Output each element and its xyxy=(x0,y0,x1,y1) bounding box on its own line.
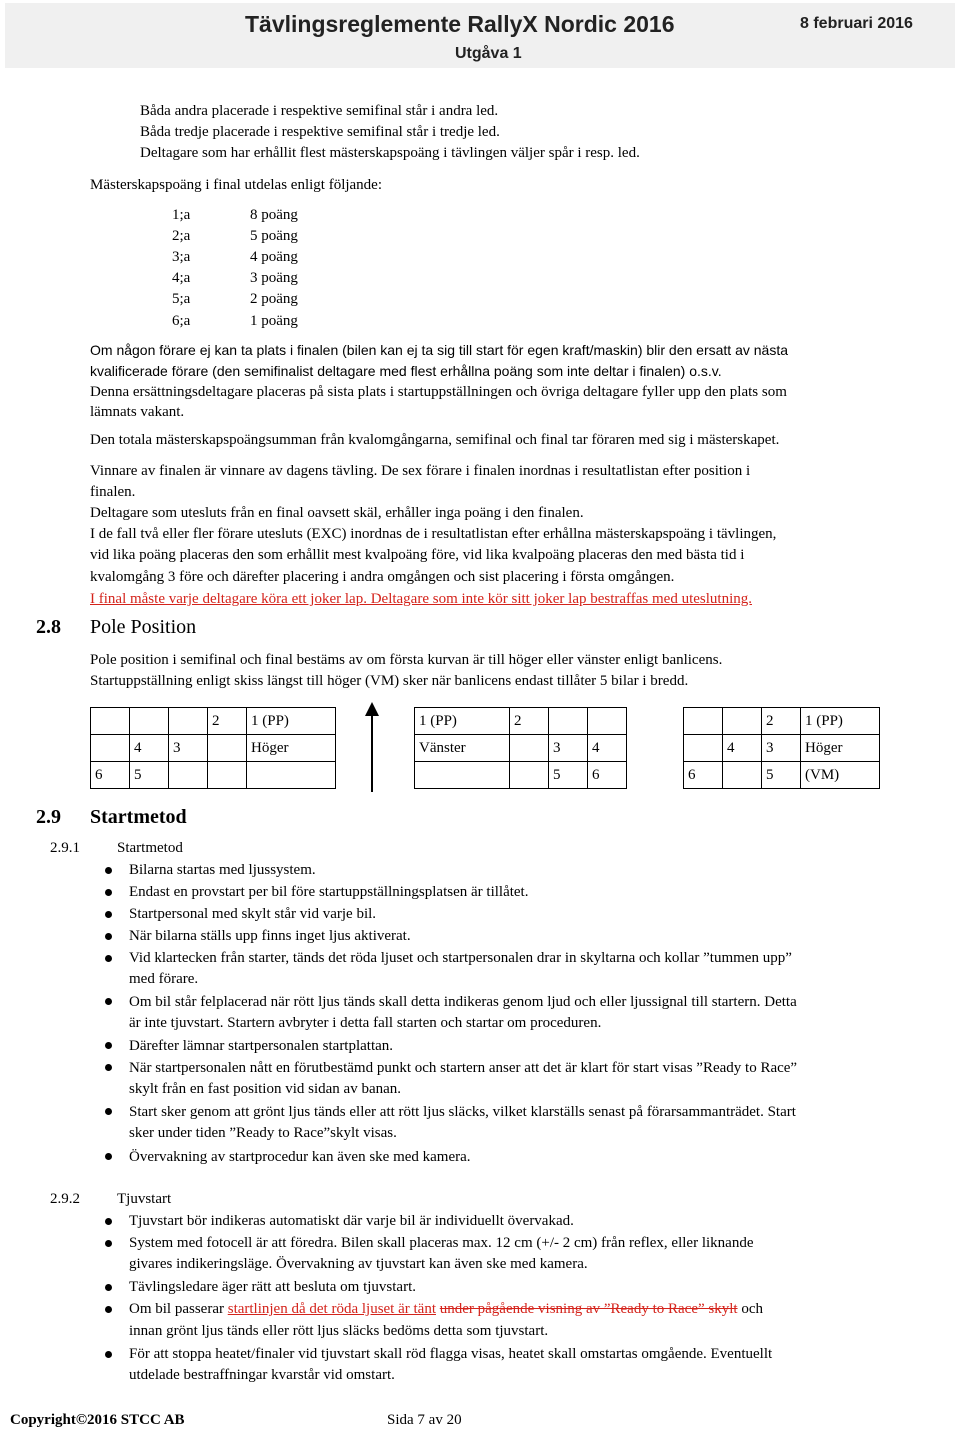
bullet-text: Startpersonal med skylt står vid varje bil. xyxy=(129,906,377,922)
grid-cell: 2 xyxy=(510,708,549,735)
bullet-text: Tävlingsledare äger rätt att besluta om tjuvstart. xyxy=(129,1279,416,1295)
bullet-icon xyxy=(105,1306,112,1313)
points-place: 4;a xyxy=(172,270,191,286)
points-value: 1 poäng xyxy=(250,313,298,329)
paragraph-line: Vinnare av finalen är vinnare av dagens tävling. De sex förare i finalen inordnas i resultatlistan efter position i xyxy=(90,463,751,479)
paragraph-line: kvalomgång 3 före och därefter placering i andra omgången och sist placering i första omgången. xyxy=(90,569,675,585)
bullet-icon xyxy=(105,867,112,874)
grid-cell xyxy=(415,762,510,789)
section-title: Pole Position xyxy=(90,616,197,638)
section-title: Startmetod xyxy=(90,806,187,828)
page-header xyxy=(5,3,955,68)
subsection-number: 2.9.2 xyxy=(50,1191,80,1207)
bullet-text: När startpersonalen nått en förutbestämd punkt och startern anser att det är klart för start visas ”Ready to Race” xyxy=(129,1060,798,1076)
bullet-text: När bilarna ställs upp finns inget ljus aktiverat. xyxy=(129,928,411,944)
paragraph-line: I de fall två eller fler förare utesluts (EXC) inordnas de i resultatlistan efter erhållna mästerskapspoäng i tävlingen, xyxy=(90,526,777,542)
section-number: 2.8 xyxy=(36,616,61,638)
points-value: 3 poäng xyxy=(250,270,298,286)
grid-cell: 6 xyxy=(588,762,627,789)
text-plain: Om bil passerar xyxy=(129,1301,228,1317)
grid-cell: 5 xyxy=(130,762,169,789)
points-place: 6;a xyxy=(172,313,191,329)
grid-row xyxy=(684,762,880,789)
grid-cell xyxy=(684,735,723,762)
start-grid-right xyxy=(683,707,880,789)
grid-cell: Höger xyxy=(801,735,880,762)
bullet-icon xyxy=(105,1351,112,1358)
intro-line: Mästerskapspoäng i final utdelas enligt följande: xyxy=(90,177,383,193)
start-grid-left xyxy=(90,707,336,789)
grid-cell: 3 xyxy=(762,735,801,762)
grid-cell: 4 xyxy=(723,735,762,762)
grid-cell xyxy=(247,762,336,789)
grid-cell xyxy=(588,708,627,735)
intro-line: Båda tredje placerade i respektive semifinal står i tredje led. xyxy=(140,124,500,140)
bullet-text: Om bil står felplacerad när rött ljus tänds skall detta indikeras genom ljud och eller ljussignal till startern. Detta xyxy=(129,994,797,1010)
subsection-title: Startmetod xyxy=(117,840,183,856)
grid-cell xyxy=(208,735,247,762)
grid-cell xyxy=(684,708,723,735)
bullet-text: Start sker genom att grönt ljus tänds eller att rött ljus släcks, vilket klarställs senast på förarsammanträdet. Start xyxy=(129,1104,796,1120)
bullet-text: sker under tiden ”Ready to Race”skylt visas. xyxy=(129,1125,397,1141)
paragraph-line: Den totala mästerskapspoängsumman från kvalomgångarna, semifinal och final tar föraren med sig i mästerskapet. xyxy=(90,432,780,448)
grid-cell: 5 xyxy=(549,762,588,789)
bullet-icon xyxy=(105,1240,112,1247)
points-value: 4 poäng xyxy=(250,249,298,265)
bullet-text: Endast en provstart per bil före startuppställningsplatsen är tillåtet. xyxy=(129,884,529,900)
grid-cell: 1 (PP) xyxy=(801,708,880,735)
bullet-text: Bilarna startas med ljussystem. xyxy=(129,862,316,878)
grid-cell: 4 xyxy=(130,735,169,762)
footer-page-number: Sida 7 av 20 xyxy=(387,1412,462,1428)
grid-cell: (VM) xyxy=(801,762,880,789)
points-value: 2 poäng xyxy=(250,291,298,307)
bullet-text: med förare. xyxy=(129,971,199,987)
grid-cell xyxy=(169,708,208,735)
grid-row xyxy=(415,735,627,762)
bullet-text: Vid klartecken från starter, tänds det röda ljuset och startpersonalen drar in skyltarna och kollar ”tummen upp” xyxy=(129,950,792,966)
start-grid-middle xyxy=(414,707,627,789)
paragraph-line: finalen. xyxy=(90,484,136,500)
arrow-up-icon xyxy=(362,702,382,794)
grid-row xyxy=(91,708,336,735)
grid-row xyxy=(415,762,627,789)
grid-cell: Vänster xyxy=(415,735,510,762)
bullet-text: innan grönt ljus tänds eller rött ljus släcks bedöms detta som tjuvstart. xyxy=(129,1323,549,1339)
grid-cell xyxy=(549,708,588,735)
bullet-icon xyxy=(105,1153,112,1160)
grid-row xyxy=(684,735,880,762)
grid-row xyxy=(684,708,880,735)
grid-cell xyxy=(723,762,762,789)
points-place: 3;a xyxy=(172,249,191,265)
paragraph-line: Pole position i semifinal och final bestäms av om första kurvan är till höger eller vänster enligt banlicens. xyxy=(90,652,723,668)
section-number: 2.9 xyxy=(36,806,61,828)
grid-cell xyxy=(91,735,130,762)
subsection-title: Tjuvstart xyxy=(117,1191,172,1207)
grid-cell xyxy=(169,762,208,789)
points-value: 8 poäng xyxy=(250,207,298,223)
bullet-icon xyxy=(105,955,112,962)
bullet-icon xyxy=(105,1108,112,1115)
bullet-icon xyxy=(105,1064,112,1071)
paragraph-line-inserted: I final måste varje deltagare köra ett joker lap. Deltagare som inte kör sitt joker lap bestraffas med uteslutning. xyxy=(90,591,752,607)
grid-row xyxy=(91,762,336,789)
bullet-text: Övervakning av startprocedur kan även ske med kamera. xyxy=(129,1149,471,1165)
document-edition: Utgåva 1 xyxy=(455,45,522,62)
paragraph-line: Startuppställning enligt skiss längst till höger (VM) sker när banlicens endast tillåter 5 bilar i bredd. xyxy=(90,673,689,689)
paragraph-line: vid lika poäng placeras den som erhållit mest kvalpoäng före, vid lika kvalpoäng placeras den med bästa tid i xyxy=(90,547,745,563)
text-plain: och xyxy=(737,1301,763,1317)
bullet-text: Tjuvstart bör indikeras automatiskt där varje bil är individuellt övervakad. xyxy=(129,1213,574,1229)
text-inserted: startlinjen då det röda ljuset är tänt xyxy=(227,1301,436,1317)
grid-cell: 1 (PP) xyxy=(247,708,336,735)
paragraph-line: kvalificerade förare (den semifinalist deltagare med flest erhållna poäng som inte deltar i finalen) o.s.v. xyxy=(90,363,722,379)
bullet-text: skylt från en fast position vid sidan av banan. xyxy=(129,1081,402,1097)
grid-cell: 4 xyxy=(588,735,627,762)
grid-cell: 2 xyxy=(208,708,247,735)
grid-cell: 3 xyxy=(549,735,588,762)
grid-cell: 1 (PP) xyxy=(415,708,510,735)
grid-cell: 5 xyxy=(762,762,801,789)
paragraph-line: lämnats vakant. xyxy=(90,404,185,420)
points-place: 5;a xyxy=(172,291,191,307)
paragraph-line: Om någon förare ej kan ta plats i finalen (bilen kan ej ta sig till start för egen kraft/maskin) blir den ersatt av nästa xyxy=(90,342,789,358)
grid-row xyxy=(91,735,336,762)
grid-row xyxy=(415,708,627,735)
points-place: 2;a xyxy=(172,228,191,244)
paragraph-line: Denna ersättningsdeltagare placeras på sista plats i startuppställningen och övriga deltagare fyller upp den plats som xyxy=(90,384,787,400)
bullet-text: Därefter lämnar startpersonalen startplattan. xyxy=(129,1038,394,1054)
bullet-text-revised xyxy=(129,1299,763,1319)
points-place: 1;a xyxy=(172,207,191,223)
grid-cell xyxy=(510,762,549,789)
points-value: 5 poäng xyxy=(250,228,298,244)
grid-cell xyxy=(723,708,762,735)
bullet-icon xyxy=(105,889,112,896)
grid-cell xyxy=(130,708,169,735)
grid-cell: 6 xyxy=(684,762,723,789)
document-title: Tävlingsreglemente RallyX Nordic 2016 xyxy=(245,11,675,37)
paragraph-line: Deltagare som utesluts från en final oavsett skäl, erhåller inga poäng i den finalen. xyxy=(90,505,584,521)
grid-cell: 6 xyxy=(91,762,130,789)
grid-cell: Höger xyxy=(247,735,336,762)
bullet-text: utdelade bestraffningar kvarstår vid omstart. xyxy=(129,1367,395,1383)
intro-line: Båda andra placerade i respektive semifinal står i andra led. xyxy=(140,103,499,119)
bullet-icon xyxy=(105,1284,112,1291)
footer-copyright: Copyright©2016 STCC AB xyxy=(10,1412,185,1428)
text-deleted: under pågående visning av ”Ready to Race” skylt xyxy=(439,1301,738,1317)
bullet-icon xyxy=(105,1218,112,1225)
subsection-number: 2.9.1 xyxy=(50,840,80,856)
grid-cell: 3 xyxy=(169,735,208,762)
intro-line: Deltagare som har erhållit flest mästerskapspoäng i tävlingen väljer spår i resp. led. xyxy=(140,145,640,161)
bullet-icon xyxy=(105,911,112,918)
grid-cell xyxy=(510,735,549,762)
bullet-icon xyxy=(105,1042,112,1049)
grid-cell xyxy=(91,708,130,735)
bullet-text: givares indikeringsläge. Övervakning av tjuvstart kan även ske med kamera. xyxy=(129,1256,588,1272)
grid-cell xyxy=(208,762,247,789)
bullet-text: är inte tjuvstart. Startern avbryter i detta fall starten och startar om proceduren. xyxy=(129,1015,602,1031)
bullet-text: System med fotocell är att föredra. Bilen skall placeras max. 12 cm (+/- 2 cm) från reflex, eller liknande xyxy=(129,1235,754,1251)
grid-cell: 2 xyxy=(762,708,801,735)
bullet-icon xyxy=(105,933,112,940)
bullet-text: För att stoppa heatet/finaler vid tjuvstart skall röd flagga visas, heatet skall omstartas omgående. Eventuellt xyxy=(129,1346,773,1362)
bullet-icon xyxy=(105,998,112,1005)
document-date: 8 februari 2016 xyxy=(800,15,913,32)
